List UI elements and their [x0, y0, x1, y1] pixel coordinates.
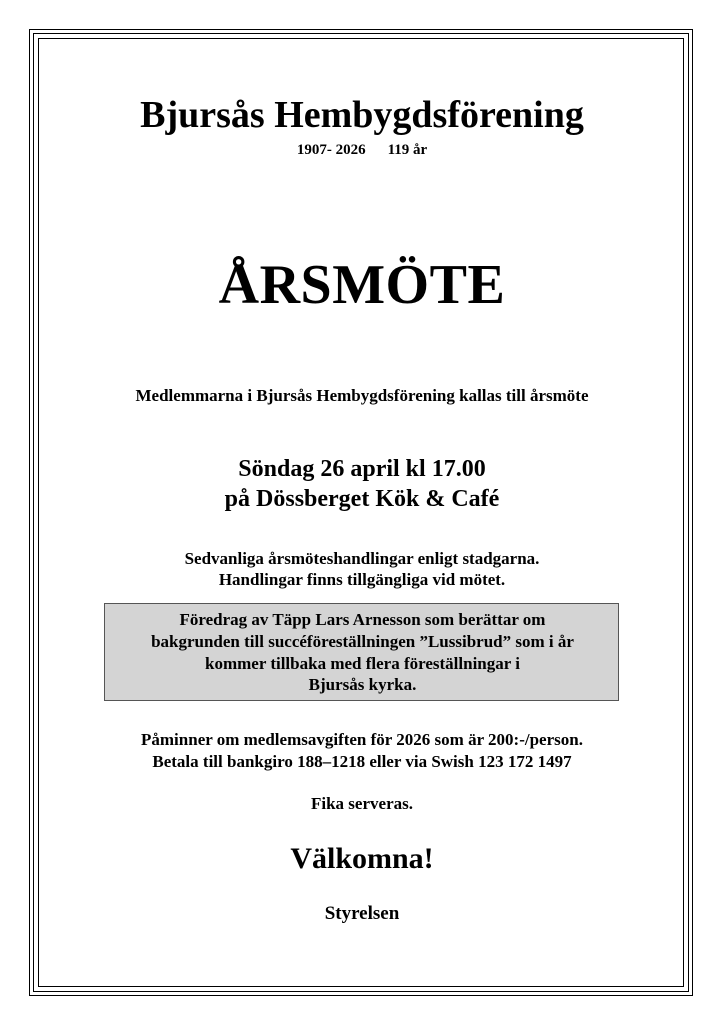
- lecture-box: [104, 603, 619, 701]
- years-range: 1907- 2026: [296, 142, 366, 158]
- fika-notice: Fika serveras.: [311, 794, 413, 813]
- membership-fee-line1: Påminner om medlemsavgiften för 2026 som är 200:-/person.: [141, 730, 583, 749]
- welcome-text: Välkomna!: [290, 842, 434, 875]
- documents-text-line1: Sedvanliga årsmöteshandlingar enligt stadgarna.: [184, 549, 540, 568]
- lecture-line-3: kommer tillbaka med flera föreställningar i: [205, 654, 520, 673]
- lecture-line-2: bakgrunden till succéföreställningen ”Lussibrud” som i år: [151, 632, 574, 651]
- meeting-venue: på Dössberget Kök & Café: [224, 486, 500, 512]
- lecture-line-1: Föredrag av Täpp Lars Arnesson som berättar om: [179, 610, 546, 629]
- invitation-text: Medlemmarna i Bjursås Hembygdsförening kallas till årsmöte: [135, 386, 589, 405]
- meeting-datetime: Söndag 26 april kl 17.00: [238, 456, 486, 482]
- years-line: [0, 141, 724, 159]
- documents-text-line2: Handlingar finns tillgängliga vid mötet.: [218, 570, 506, 589]
- years-count: 119 år: [387, 142, 428, 158]
- membership-fee-line2: Betala till bankgiro 188–1218 eller via Swish 123 172 1497: [152, 752, 572, 771]
- main-heading: ÅRSMÖTE: [218, 254, 506, 316]
- organization-title: Bjursås Hembygdsförening: [140, 94, 584, 136]
- signature: Styrelsen: [324, 903, 400, 924]
- lecture-line-4: Bjursås kyrka.: [308, 675, 417, 694]
